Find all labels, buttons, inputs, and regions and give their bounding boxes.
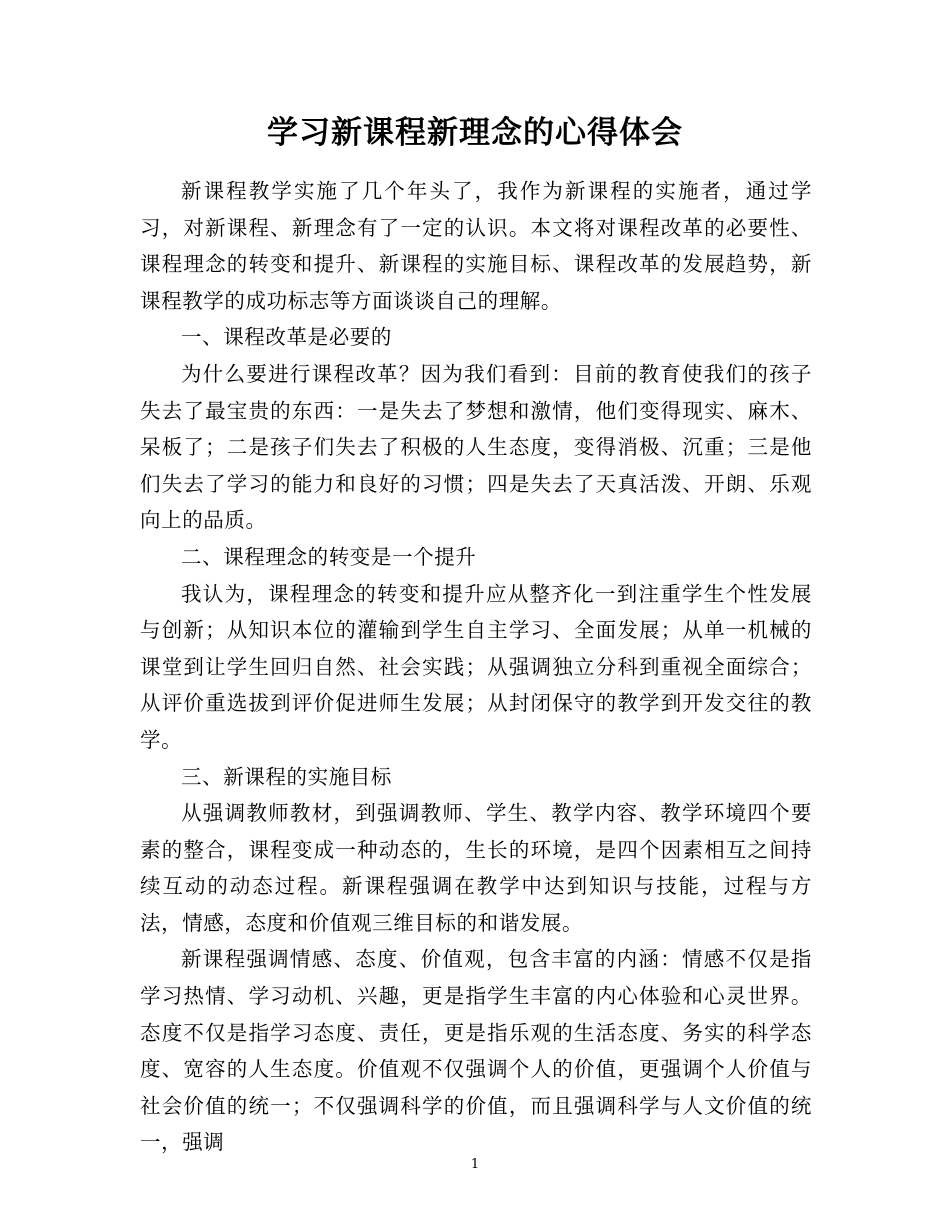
page-number: 1 [470, 1157, 480, 1172]
paragraph-section-1: 为什么要进行课程改革？因为我们看到：目前的教育使我们的孩子失去了最宝贵的东西：一是失去了梦想和激情，他们变得现实、麻木、呆板了；二是孩子们失去了积极的人生态度，变得消极、沉重；三是他们失去了学习的能力和良好的习惯；四是失去了天真活泼、开朗、乐观向上的品质。 [140, 361, 812, 533]
section-heading-1: 一、课程改革是必要的 [181, 325, 392, 350]
paragraph-section-3: 从强调教师教材，到强调教师、学生、教学内容、教学环境四个要素的整合，课程变成一种动态的，生长的环境，是四个因素相互之间持续互动的动态过程。新课程强调在教学中达到知识与技能，过程与方法，情感，态度和价值观三维目标的和谐发展。 [140, 801, 812, 935]
document-title: 学习新课程新理念的心得体会 [267, 115, 683, 151]
section-heading-3: 三、新课程的实施目标 [181, 764, 392, 789]
section-heading-2: 二、课程理念的转变是一个提升 [181, 544, 477, 569]
document-body [140, 173, 812, 1161]
paragraph-intro: 新课程教学实施了几个年头了，我作为新课程的实施者，通过学习，对新课程、新理念有了一定的认识。本文将对课程改革的必要性、课程理念的转变和提升、新课程的实施目标、课程改革的发展趋势，新课程教学的成功标志等方面谈谈自己的理解。 [140, 179, 812, 313]
paragraph-section-3-continued: 新课程强调情感、态度、价值观，包含丰富的内涵：情感不仅是指学习热情、学习动机、兴趣，更是指学生丰富的内心体验和心灵世界。态度不仅是指学习态度、责任，更是指乐观的生活态度、务实的科学态度、宽容的人生态度。价值观不仅强调个人的价值，更强调个人价值与社会价值的统一；不仅强调科学的价值，而且强调科学与人文价值的统一，强调 [140, 947, 812, 1155]
paragraph-section-2: 我认为，课程理念的转变和提升应从整齐化一到注重学生个性发展与创新；从知识本位的灌输到学生自主学习、全面发展；从单一机械的课堂到让学生回归自然、社会实践；从强调独立分科到重视全面综合；从评价重选拔到评价促进师生发展；从封闭保守的教学到开发交往的教学。 [140, 581, 812, 752]
